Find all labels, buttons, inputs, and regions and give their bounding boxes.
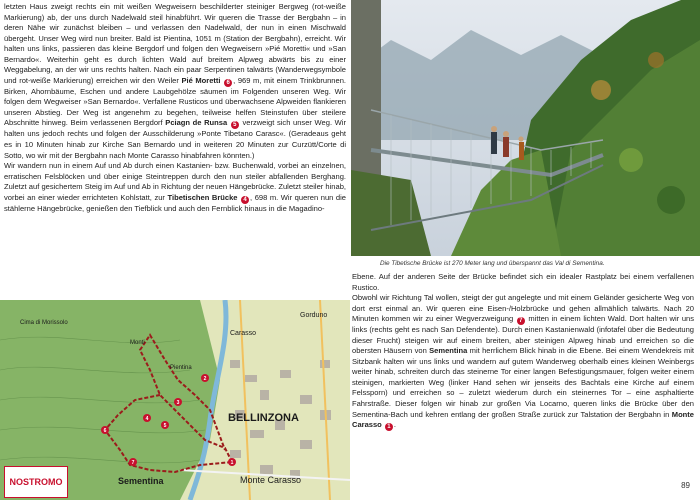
paragraph-1: letzten Haus zweigt rechts ein mit weißen Wegweisern beschilderter steiniger Bergweg (rot-weiße Markierung) ab, der uns durch Nadelwald steil hinabführt. Wir queren die Trasse der Bergbahn – in deren Nähe wir zunächst bleiben – und verlassen den Nadelwald, der nun in einen Mischwald übergeht. Unser Weg wird nun breiter. Bald ist Pientina, 1051 m (Station der Bergbahn), erreicht. Wir halten uns links, passieren das kleine Bergdorf und folgen den Wegweisern »Pié Moretti« und »San Bernardo«. Weiterhin geht es durch lichten Wald auf breitem Alpweg abwärts bis zu einer Weggabelung, an der wir uns rechts halten. Nach ein paar Serpentinen talwärts (Wanderwegsymbole und rot-weiße Markierung) erreichen wir den Weiler Pié Moretti 6 , 969 m, mit einem Trinkbrunnen. Birken, Ahornbäume, Eschen und andere Laubgehölze säumen im Folgenden unseren Weg. Wir folgen dem Wegweiser »San Bernardo«. Verfallene Rusticos und überwachsene Alpweiden flankieren unseren Abstieg. Der Weg ist angenehm zu begehen, teilweise helfen Steinstufen über steilere Abschnitte hinweg. Beim verlassenen Bergdorf Pciagn de Runsa 5 verzweigt sich unser Weg. Wir halten uns jedoch rechts und folgen der Ausschilderung »Ponte Tibetano Carasc«. (Geradeaus geht es in 10 Minuten hinab zur Kirche San Bernardo und in weiteren 20 Minuten zur Curzütt/Corte di Sotto, wo wir mit der Bergbahn nach Monte Carasso hinabfahren könnten.) xyxy=(4,2,346,160)
place-pie-moretti: Pié Moretti xyxy=(181,75,221,85)
photo-tibetan-bridge xyxy=(351,0,700,256)
map-label-carasso: Carasso xyxy=(230,330,257,337)
logo-text: NOSTROMO xyxy=(9,477,63,487)
map-label-bellinzona: BELLINZONA xyxy=(228,412,299,424)
svg-text:5: 5 xyxy=(163,423,167,429)
place-tibetische-bruecke: Tibetischen Brücke xyxy=(167,192,238,202)
svg-text:2: 2 xyxy=(203,376,207,382)
svg-text:3: 3 xyxy=(176,400,180,406)
map-label-sementina: Sementina xyxy=(118,476,164,486)
svg-text:6: 6 xyxy=(103,428,107,434)
photo-illustration xyxy=(351,0,700,256)
map-label-gorduno: Gorduno xyxy=(300,312,328,319)
nostromo-logo xyxy=(4,466,68,498)
place-pciagn-de-runsa: Pciagn de Runsa xyxy=(165,118,228,128)
waypoint-badge-1: 1 xyxy=(385,423,393,431)
left-text-column xyxy=(4,2,346,300)
map-label-cima: Cima di Morissolo xyxy=(20,320,68,326)
paragraph-4: Obwohl wir Richtung Tal wollen, steigt der gut angelegte und mit einem Geländer gesicherte Weg von dort erst einmal an. Wir queren eine Eisen-/Holzbrücke und gehen allmählich talwärts. Nach 20 Minuten kommen wir zu einer Wegverzweigung 7 mitten in einem lichten Wald. Dort halten wir uns links (rechts geht es nach San Defendente). Durch einen Kastanienwald (infotafel über die Bedeutung dieser Frucht) steigen wir auf einem breiten, aber steinigen Alpweg hinab und erreichen so die obersten Häusern von Sementina mit herrlichem Blick hinab in die Ebene. Bei einem Wendekreis mit Sitzbank halten wir uns links und wandern auf gutem Wanderweg oberhalb eines kleinen Weinbergs weiter hinab, schreiten durch das steinerne Tor einer langen Befestigungsmauer, folgen weiter einem steinigen, markierten Weg (linker Hand sehen wir jenseits des Bachtals eine Kirche auf einem Felssporn) und erreichen so – zuletzt wiederum durch ein steinernes Tor – eine asphaltierte Fahrstraße. Dieser folgen wir hinab zur großen Via Locarno, queren links die Brücke über den Sementina-Bach und kehren entlang der großen Straße zurück zur Talstation der Bergbahn in Monte Carasso 1 . xyxy=(352,293,694,431)
map-label-monti: Monti xyxy=(130,340,145,346)
map-label-monte-carasso: Monte Carasso xyxy=(240,475,302,485)
waypoint-badge-4: 4 xyxy=(241,196,249,204)
waypoint-badge-5: 5 xyxy=(231,121,239,129)
svg-text:7: 7 xyxy=(131,460,135,466)
map-label-pientina: Pientina xyxy=(170,365,192,371)
paragraph-3: Ebene. Auf der anderen Seite der Brücke befindet sich ein idealer Rastplatz bei einem verfallenen Rustico. xyxy=(352,272,694,292)
page-number: 89 xyxy=(681,481,690,490)
svg-text:1: 1 xyxy=(230,460,234,466)
paragraph-2: Wir wandern nun in einem Auf und Ab durch einen Kastanien- bzw. Buchenwald, vorbei an einzelnen, erratischen Felsblöcken und über einige Steintreppen durch den nun steiler abfallenden Berghang. Zuletzt auf gesichertem Steig im Auf und Ab in Richtung der neuen Hängebrücke. Zuletzt steiler hinab, vorbei an einer wieder errichteten Kohlstatt, zur Tibetischen Brücke 4 , 698 m. Wir queren nun die stählerne Hängebrücke, genießen den Tiefblick und auch den Fernblick hinaus in die Magadino- xyxy=(4,161,346,213)
waypoint-badge-7: 7 xyxy=(517,317,525,325)
place-sementina: Sementina xyxy=(429,346,468,356)
right-text-column xyxy=(352,272,694,472)
photo-caption: Die Tibetische Brücke ist 270 Meter lang und überspannt das Val di Sementina. xyxy=(380,260,605,267)
svg-text:4: 4 xyxy=(145,416,149,422)
waypoint-badge-6: 6 xyxy=(224,79,232,87)
place-monte-carasso: Monte Carasso xyxy=(352,409,694,430)
